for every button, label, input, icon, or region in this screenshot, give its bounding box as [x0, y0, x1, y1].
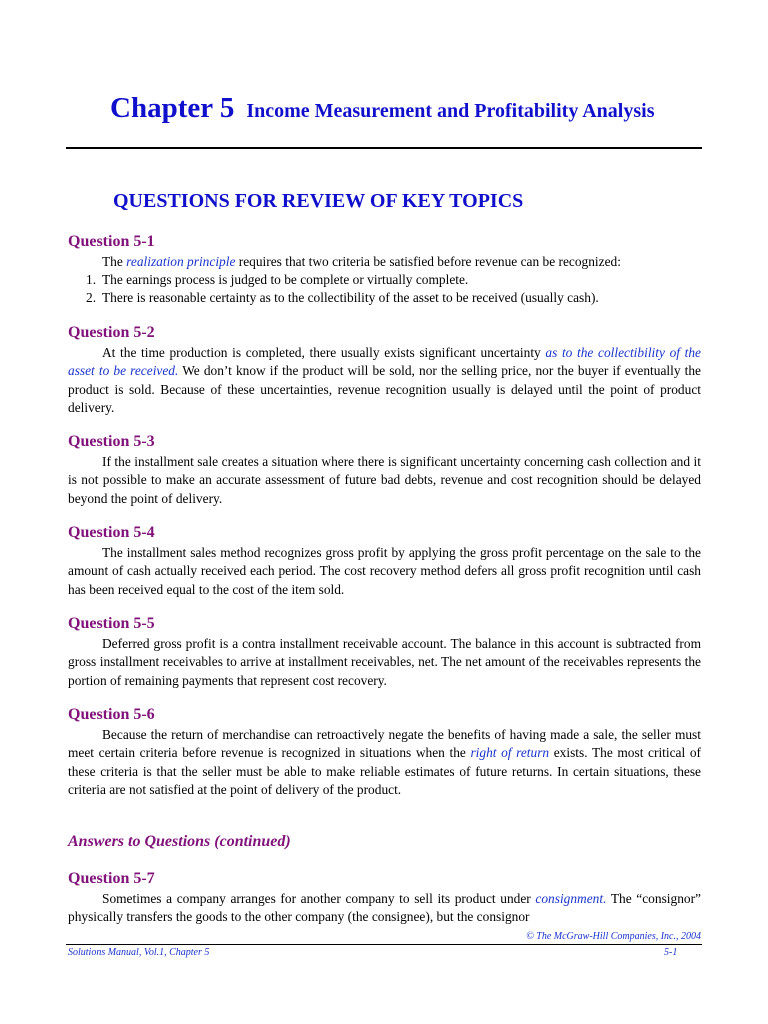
- question-5-6-answer: Because the return of merchandise can retroactively negate the benefits of having made a sale, the seller must meet certain criteria before revenue is recognized in situations when the right of return exists. The most critical of these criteria is that the seller must be able to make reliable estimates of future returns. In certain situations, these criteria are not satisfied at the point of delivery of the product.: [68, 727, 701, 797]
- chapter-number: Chapter 5: [110, 92, 235, 124]
- question-5-1-heading: Question 5-1: [68, 233, 155, 250]
- footer-copyright: © The McGraw-Hill Companies, Inc., 2004: [526, 931, 701, 942]
- question-5-2-answer: At the time production is completed, there usually exists significant uncertainty as to the collectibility of the asset to be received. We don’t know if the product will be sold, nor the selling price, nor the buyer if eventually the product is sold. Because of these uncertainties, revenue recognition usually is delayed until the point of product delivery.: [68, 345, 701, 415]
- list-item: 2. There is reasonable certainty as to the collectibility of the asset to be received (usually cash).: [86, 290, 599, 306]
- question-5-5-heading: Question 5-5: [68, 615, 155, 632]
- page-number: 5-1: [664, 947, 678, 958]
- title-divider: [66, 147, 702, 149]
- term-consignment: consignment.: [535, 891, 607, 906]
- footer-source: Solutions Manual, Vol.1, Chapter 5: [68, 947, 210, 958]
- question-5-3-answer: If the installment sale creates a situation where there is significant uncertainty concerning cash collection and it is not possible to make an accurate assessment of future bad debts, revenue and cost recognition should be delayed beyond the point of delivery.: [68, 454, 701, 506]
- term-realization-principle: realization principle: [126, 254, 236, 269]
- term-collectibility: as to the collectibility of the asset to be received.: [68, 345, 701, 379]
- section-title: QUESTIONS FOR REVIEW OF KEY TOPICS: [113, 190, 524, 212]
- question-5-3-heading: Question 5-3: [68, 433, 155, 450]
- answers-continued-heading: Answers to Questions (continued): [68, 833, 291, 850]
- question-5-7-answer: Sometimes a company arranges for another company to sell its product under consignment. The “consignor” physically transfers the goods to the other company (the consignee), but the consignor: [68, 891, 701, 925]
- question-5-4-heading: Question 5-4: [68, 524, 155, 541]
- term-right-of-return: right of return: [470, 745, 550, 761]
- footer-divider: [66, 944, 702, 945]
- list-item: 1. The earnings process is judged to be complete or virtually complete.: [86, 272, 469, 287]
- question-5-2-heading: Question 5-2: [68, 324, 155, 341]
- question-5-1-list: [68, 271, 701, 308]
- question-5-7-heading: Question 5-7: [68, 870, 155, 887]
- question-5-4-answer: The installment sales method recognizes gross profit by applying the gross profit percentage on the sale to the amount of cash actually received each period. The cost recovery method defers all gross profit recognition until cash has been received equal to the cost of the item sold.: [68, 545, 701, 597]
- question-5-1-intro: The realization principle requires that two criteria be satisfied before revenue can be recognized:: [102, 254, 621, 269]
- chapter-title: Income Measurement and Profitability Analysis: [246, 100, 655, 122]
- question-5-5-answer: Deferred gross profit is a contra installment receivable account. The balance in this account is subtracted from gross installment receivables to arrive at installment receivables, net. The net amount of the receivables represents the portion of remaining payments that represent cost recovery.: [68, 636, 701, 688]
- chapter-heading: [110, 92, 654, 125]
- question-5-6-heading: Question 5-6: [68, 706, 155, 723]
